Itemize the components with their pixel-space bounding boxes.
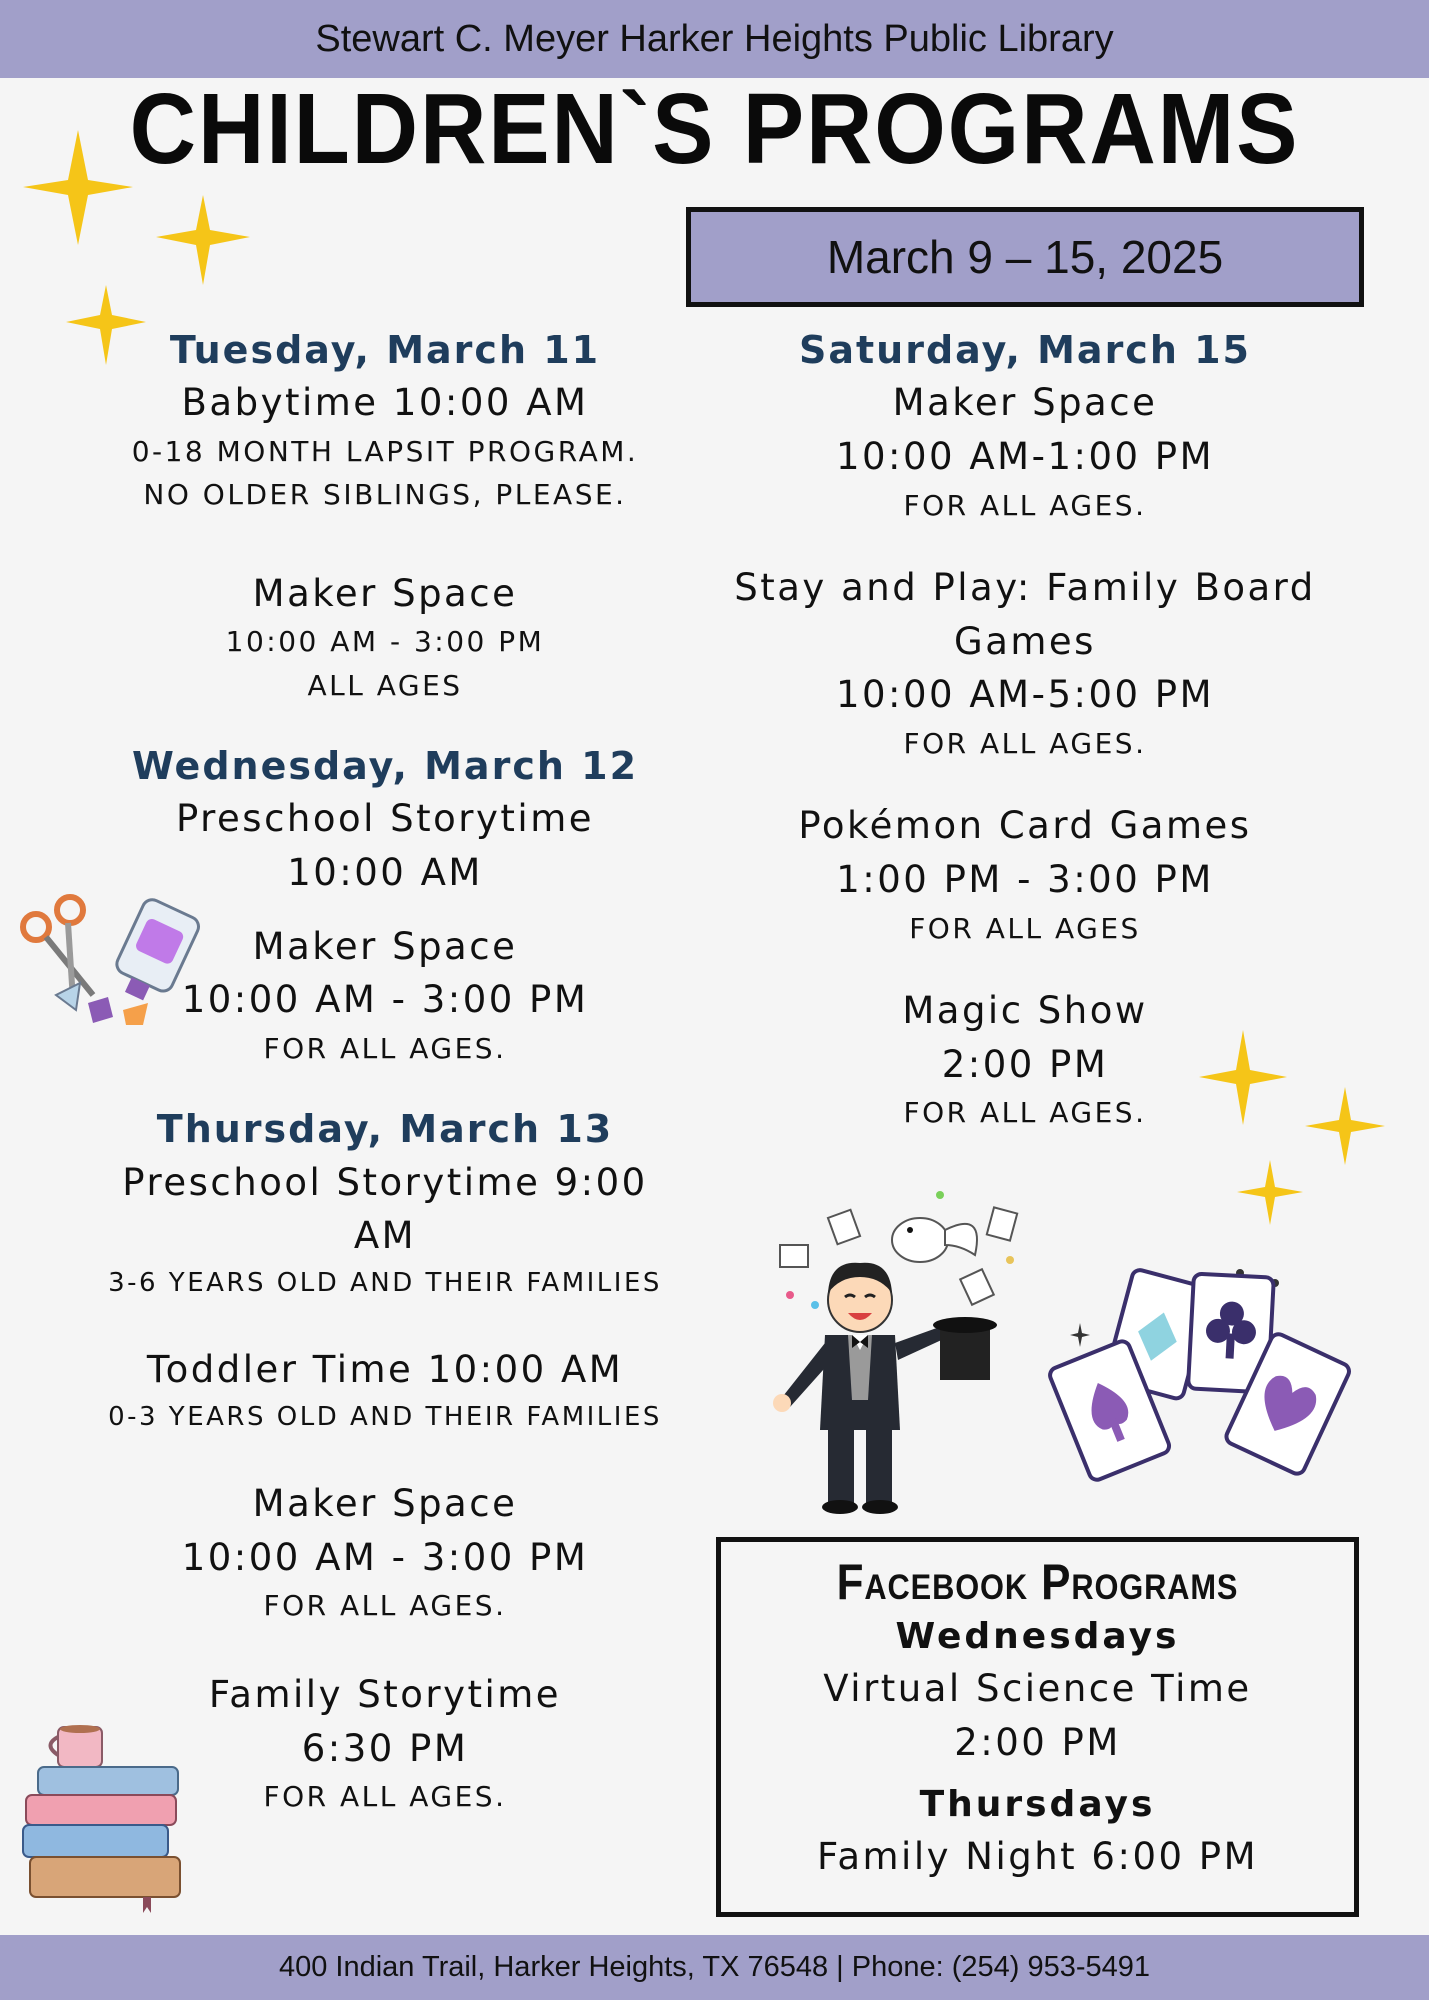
page-title: CHILDREN`S PROGRAMS — [129, 73, 1300, 185]
footer-band — [0, 1935, 1429, 2000]
library-name: Stewart C. Meyer Harker Heights Public Library — [315, 17, 1114, 60]
sparkle-stars-right-icon — [1195, 1025, 1390, 1230]
family-storytime-note: FOR ALL AGES. — [263, 1780, 507, 1814]
maker-space-saturday-time: 10:00 AM-1:00 PM — [835, 434, 1215, 478]
header-band — [0, 0, 1429, 78]
maker-space-thursday-note: FOR ALL AGES. — [263, 1589, 507, 1623]
book-stack-icon — [18, 1715, 193, 1915]
family-storytime: Family Storytime — [208, 1672, 562, 1716]
stay-and-play-note: FOR ALL AGES. — [903, 726, 1147, 760]
virtual-science-time: Virtual Science Time — [823, 1667, 1252, 1711]
preschool-storytime-thursday-note: 3-6 YEARS OLD AND THEIR FAMILIES — [108, 1267, 662, 1298]
day-heading-wednesday: Wednesday, March 12 — [131, 744, 639, 789]
facebook-day-thursdays: Thursdays — [919, 1783, 1156, 1825]
scissors-and-glue-icon — [18, 885, 198, 1030]
maker-space-tuesday-time: 10:00 AM - 3:00 PM — [225, 625, 545, 659]
maker-space-thursday: Maker Space — [252, 1482, 518, 1526]
magic-show-time: 2:00 PM — [941, 1042, 1109, 1086]
pokemon-card-games: Pokémon Card Games — [798, 804, 1252, 848]
toddler-time: Toddler Time 10:00 AM — [146, 1348, 624, 1392]
facebook-programs-box — [716, 1537, 1359, 1917]
maker-space-wednesday-time: 10:00 AM - 3:00 PM — [181, 978, 589, 1022]
toddler-time-note: 0-3 YEARS OLD AND THEIR FAMILIES — [108, 1401, 662, 1432]
magic-show: Magic Show — [902, 988, 1148, 1032]
stay-and-play: Stay and Play: Family Board — [734, 565, 1316, 609]
preschool-storytime-wednesday-time: 10:00 AM — [287, 851, 483, 895]
preschool-storytime-thursday-line2: AM — [353, 1214, 417, 1258]
maker-space-tuesday-note: ALL AGES — [307, 668, 463, 702]
family-storytime-time: 6:30 PM — [301, 1726, 469, 1770]
sparkle-stars-icon — [18, 125, 258, 375]
maker-space-tuesday: Maker Space — [252, 571, 518, 615]
date-range: March 9 – 15, 2025 — [826, 231, 1224, 283]
day-heading-tuesday: Tuesday, March 11 — [169, 328, 601, 372]
babytime-note-2: NO OLDER SIBLINGS, PLEASE. — [143, 478, 627, 512]
pokemon-card-games-time: 1:00 PM - 3:00 PM — [836, 857, 1214, 901]
maker-space-saturday-note: FOR ALL AGES. — [903, 488, 1147, 522]
day-heading-saturday: Saturday, March 15 — [798, 328, 1251, 372]
maker-space-wednesday: Maker Space — [252, 924, 518, 968]
stay-and-play-line2: Games — [954, 619, 1096, 663]
babytime-note-1: 0-18 MONTH LAPSIT PROGRAM. — [131, 434, 639, 468]
magic-show-note: FOR ALL AGES. — [903, 1096, 1147, 1130]
stay-and-play-time: 10:00 AM-5:00 PM — [835, 673, 1215, 717]
footer-address: 400 Indian Trail, Harker Heights, TX 76548 | Phone: (254) 953-5491 — [278, 1951, 1151, 1983]
maker-space-wednesday-note: FOR ALL AGES. — [263, 1032, 507, 1065]
virtual-science-time-time: 2:00 PM — [954, 1721, 1121, 1765]
babytime-program: Babytime 10:00 AM — [181, 381, 589, 425]
magician-icon — [760, 1185, 1030, 1520]
playing-cards-icon — [1050, 1255, 1350, 1505]
preschool-storytime-thursday: Preschool Storytime 9:00 — [122, 1160, 648, 1204]
left-schedule-column — [40, 325, 730, 1819]
family-night: Family Night 6:00 PM — [816, 1835, 1259, 1879]
preschool-storytime-wednesday: Preschool Storytime — [175, 797, 595, 841]
day-heading-thursday: Thursday, March 13 — [156, 1107, 614, 1152]
maker-space-saturday: Maker Space — [892, 381, 1158, 425]
facebook-programs-title: Facebook Programs — [836, 1554, 1239, 1610]
facebook-day-wednesdays: Wednesdays — [895, 1616, 1180, 1657]
maker-space-thursday-time: 10:00 AM - 3:00 PM — [181, 1535, 589, 1579]
pokemon-card-games-note: FOR ALL AGES — [909, 911, 1141, 945]
right-schedule-column — [690, 325, 1360, 1135]
date-range-box — [686, 207, 1364, 307]
